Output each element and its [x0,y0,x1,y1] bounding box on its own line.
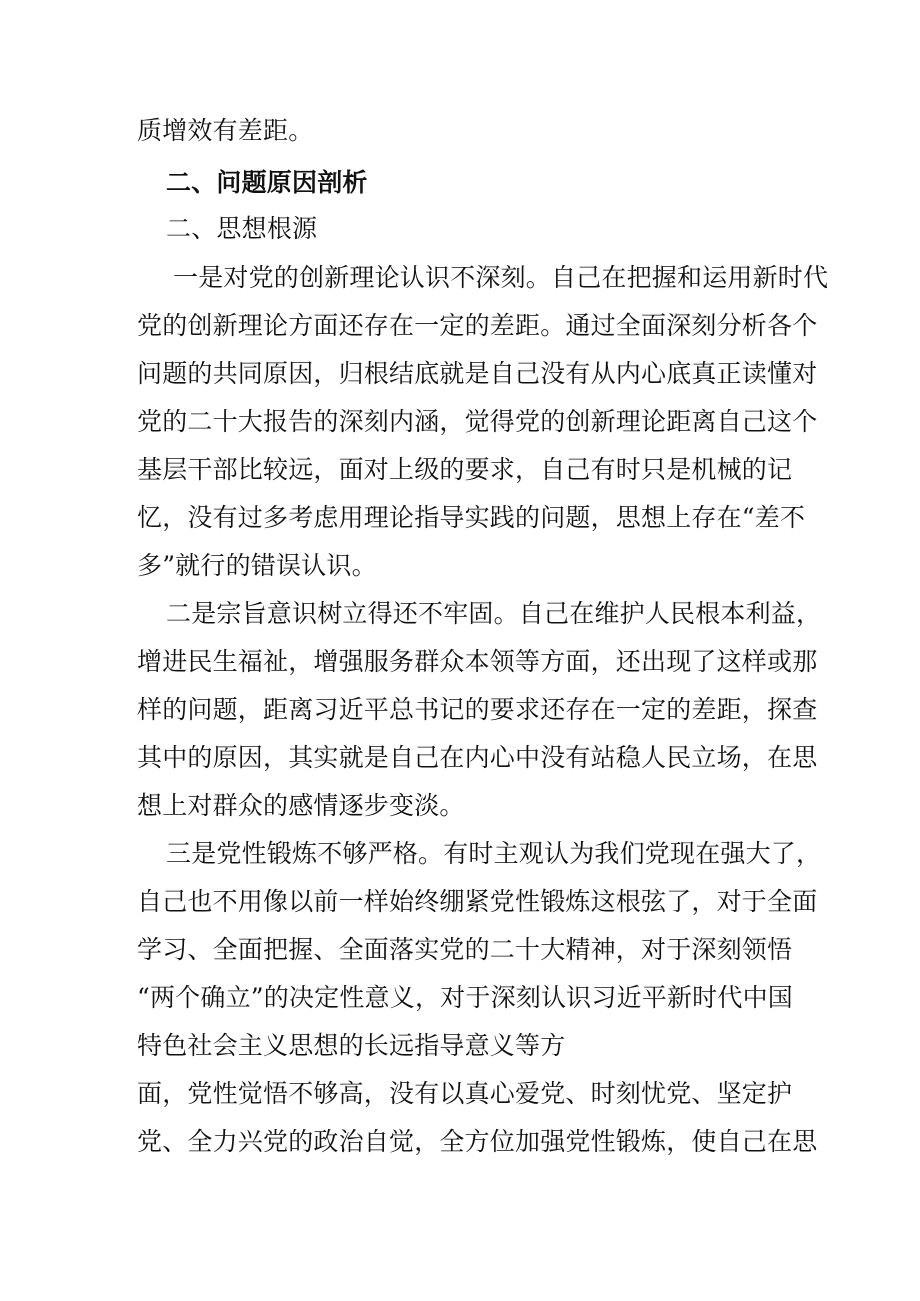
paragraph-2-line-2: 增进民生福祉，增强服务群众本领等方面，还出现了这样或那 [137,647,818,676]
paragraph-3-line-3: 学习、全面把握、全面落实党的二十大精神，对于深刻领悟 [137,935,793,964]
paragraph-1-line-5: 基层干部比较远，面对上级的要求，自己有时只是机械的记 [137,455,793,484]
paragraph-3-line-4: “两个确立”的决定性意义，对于深刻认识习近平新时代中国 [137,983,793,1012]
paragraph-1-line-1: 一是对党的创新理论认识不深刻。自己在把握和运用新时代 [173,263,829,292]
section-heading: 二、问题原因剖析 [166,168,368,197]
paragraph-1-line-6: 忆，没有过多考虑用理论指导实践的问题，思想上存在“差不 [137,503,806,532]
paragraph-3-line-2: 自己也不用像以前一样始终绷紧党性锻炼这根弦了，对于全面 [137,887,818,916]
paragraph-3-line-1: 三是党性锻炼不够严格。有时主观认为我们党现在强大了， [166,839,822,868]
paragraph-1-line-4: 党的二十大报告的深刻内涵，觉得党的创新理论距离自己这个 [137,407,818,436]
paragraph-3-line-7: 党、全力兴党的政治自觉，全方位加强党性锻炼，使自己在思 [137,1127,818,1156]
subsection-heading: 二、思想根源 [166,214,318,243]
paragraph-3-line-5: 特色社会主义思想的长远指导意义等方 [137,1031,566,1060]
paragraph-2-line-4: 其中的原因，其实就是自己在内心中没有站稳人民立场，在思 [137,743,818,772]
paragraph-3-line-6: 面，党性觉悟不够高，没有以真心爱党、时刻忧党、坚定护 [137,1079,793,1108]
paragraph-2-line-3: 样的问题，距离习近平总书记的要求还存在一定的差距，探查 [137,695,818,724]
paragraph-1-line-2: 党的创新理论方面还存在一定的差距。通过全面深刻分析各个 [137,311,818,340]
paragraph-1-line-3: 问题的共同原因，归根结底就是自己没有从内心底真正读懂对 [137,359,818,388]
paragraph-2-line-1: 二是宗旨意识树立得还不牢固。自己在维护人民根本利益， [166,599,822,628]
paragraph-1-line-7: 多”就行的错误认识。 [137,551,377,580]
paragraph-2-line-5: 想上对群众的感情逐步变淡。 [137,791,465,820]
paragraph-line-1: 质增效有差距。 [137,116,314,145]
